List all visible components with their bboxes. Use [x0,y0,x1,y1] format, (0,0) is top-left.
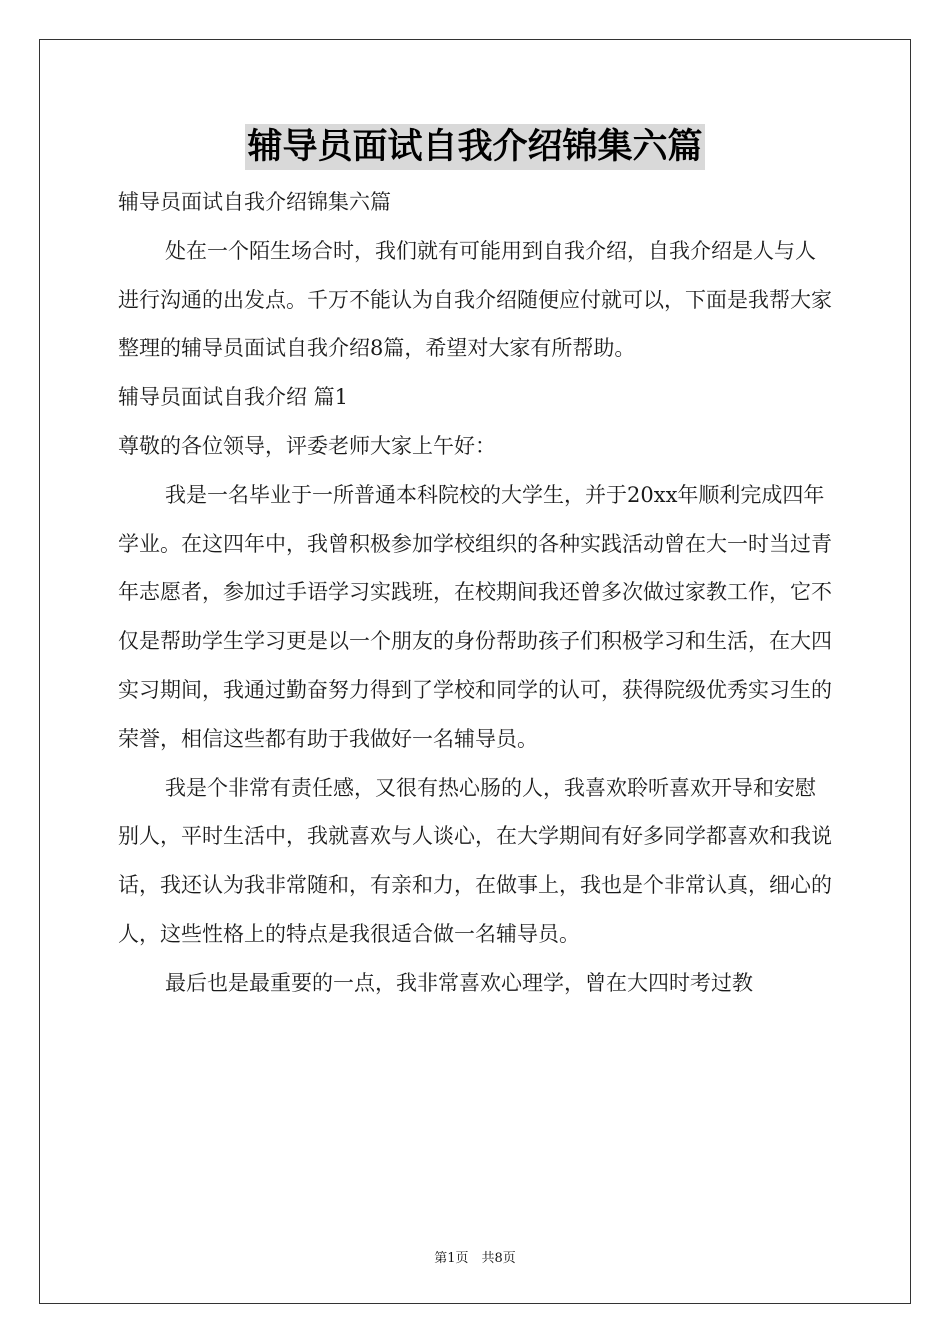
document-title: 辅导员面试自我介绍锦集六篇 [245,124,704,170]
section-heading: 辅导员面试自我介绍 篇1 [118,385,349,410]
paragraph-greeting: 尊敬的各位领导，评委老师大家上午好： [118,433,496,458]
title-container [0,124,950,170]
paragraph-intro: 处在一个陌生场合时，我们就有可能用到自我介绍，自我介绍是人与人进行沟通的出发点。千万不能认为自我介绍随便应付就可以，下面是我帮大家整理的辅导员面试自我介绍8篇，希望对大家有所帮助。 [118,238,832,361]
page-footer: 第1页 共8页 [434,1251,516,1266]
paragraph-body: 最后也是最重要的一点，我非常喜欢心理学，曾在大四时考过教 [165,970,753,995]
paragraph-body: 我是个非常有责任感，又很有热心肠的人，我喜欢聆听喜欢开导和安慰别人，平时生活中，我就喜欢与人谈心，在大学期间有好多同学都喜欢和我说话，我还认为我非常随和，有亲和力，在做事上，我也是个非常认真，细心的人，这些性格上的特点是我很适合做一名辅导员。 [118,775,832,946]
document-body [118,178,834,1008]
paragraph-subtitle: 辅导员面试自我介绍锦集六篇 [118,190,391,214]
paragraph-body: 我是一名毕业于一所普通本科院校的大学生，并于20xx年顺利完成四年学业。在这四年中，我曾积极参加学校组织的各种实践活动曾在大一时当过青年志愿者，参加过手语学习实践班，在校期间我还曾多次做过家教工作，它不仅是帮助学生学习更是以一个朋友的身份帮助孩子们积极学习和生活，在大四实习期间，我通过勤奋努力得到了学校和同学的认可，获得院级优秀实习生的荣誉，相信这些都有助于我做好一名辅导员。 [118,482,832,751]
